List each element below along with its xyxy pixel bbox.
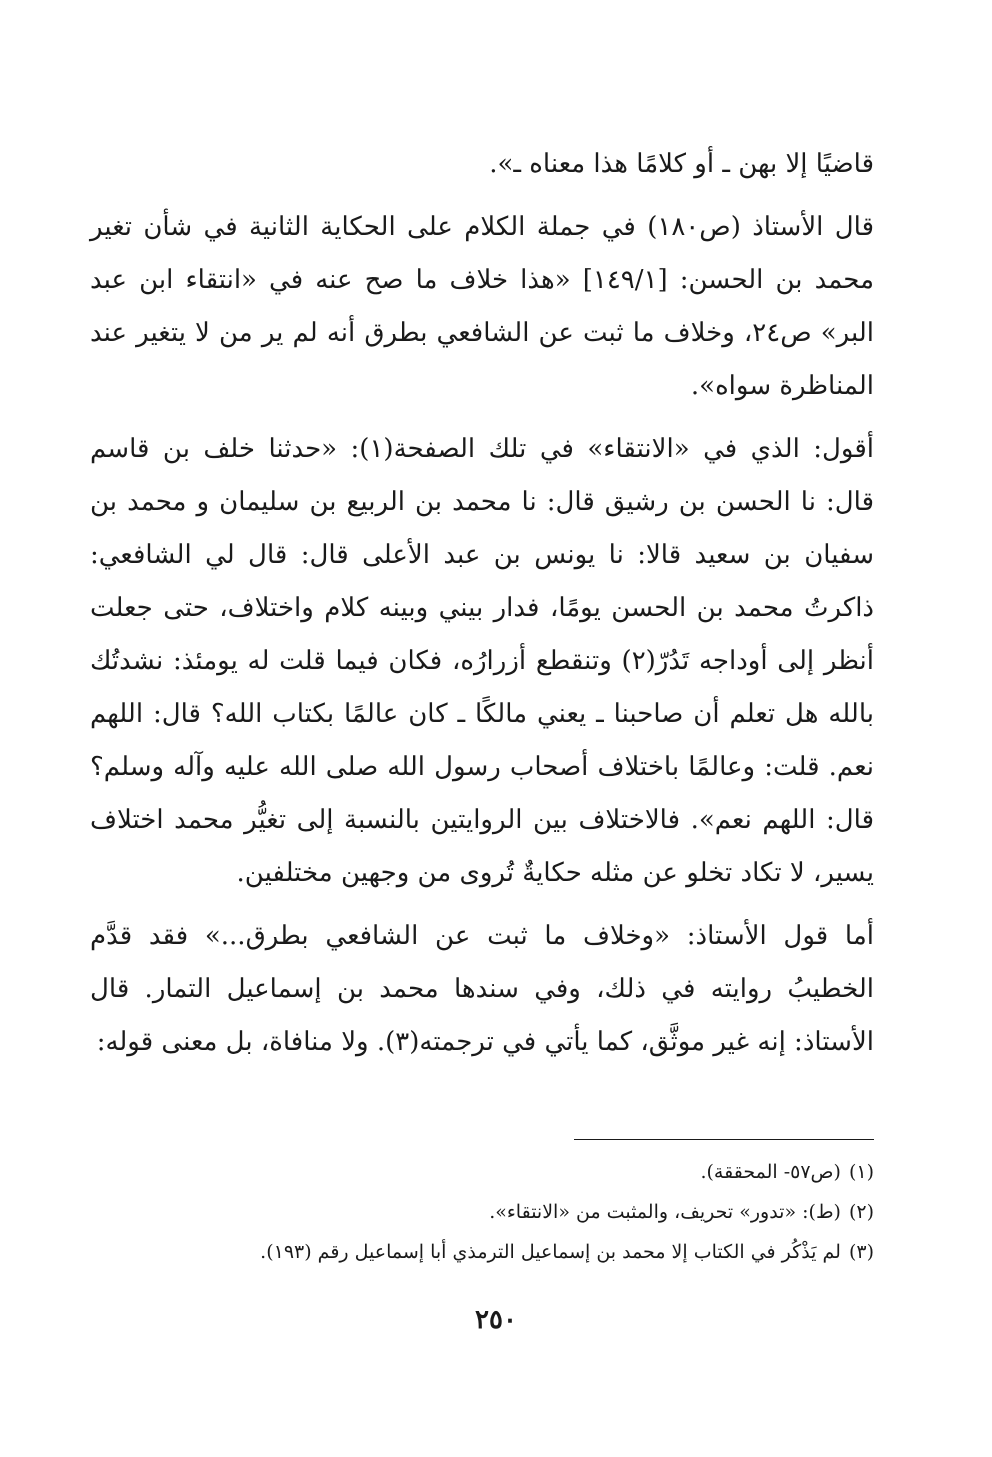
paragraph-4: أما قول الأستاذ: «وخلاف ما ثبت عن الشافعي بطرق...» فقد قدَّم الخطيبُ روايته في ذلك، وفي سندها محمد بن إسماعيل التمار. قال الأستاذ: إنه غير موثَّق، كما يأتي في ترجمته(٣). ولا منافاة، بل معنى قوله: xyxy=(90,921,874,1057)
footnote-number: (١) xyxy=(848,1161,874,1183)
footnote-number: (٢) xyxy=(848,1201,874,1223)
paragraph-2: قال الأستاذ (ص١٨٠) في جملة الكلام على الحكاية الثانية في شأن تغير محمد بن الحسن: [١٤٩/١] «هذا خلاف ما صح عنه في «انتقاء ابن عبد البر» ص٢٤، وخلاف ما ثبت عن الشافعي بطرق أنه لم ير من لا يتغير عند المناظرة سواه». xyxy=(90,212,875,401)
footnote-number: (٣) xyxy=(848,1241,874,1263)
footnote-3 xyxy=(90,1232,874,1272)
paragraph-3: أقول: الذي في «الانتقاء» في تلك الصفحة(١): «حدثنا خلف بن قاسم قال: نا الحسن بن رشيق قال: نا محمد بن الربيع بن سليمان و محمد بن سفيان بن سعيد قالا: نا يونس بن عبد الأعلى قال: قال لي الشافعي: ذاكرتُ محمد بن الحسن يومًا، فدار بيني وبينه كلام واختلاف، حتى جعلت أنظر إلى أوداجه تَدُرّ(٢) وتنقطع أزرارُه، فكان فيما قلت له يومئذ: نشدتُك بالله هل تعلم أن صاحبنا ـ يعني مالكًا ـ كان عالمًا بكتاب الله؟ قال: اللهم نعم. قلت: وعالمًا باختلاف أصحاب رسول الله صلى الله عليه وآله وسلم؟ قال: اللهم نعم». فالاختلاف بين الروايتين بالنسبة إلى تغيُّر محمد اختلاف يسير، لا تكاد تخلو عن مثله حكايةٌ تُروى من وجهين مختلفين. xyxy=(90,434,874,888)
footnote-2 xyxy=(90,1192,874,1232)
footnote-text: لم يَذْكُر في الكتاب إلا محمد بن إسماعيل الترمذي أبا إسماعيل رقم (١٩٣). xyxy=(260,1241,841,1263)
footnote-divider xyxy=(574,1139,874,1140)
footnote-text: (ص٥٧- المحققة). xyxy=(700,1161,841,1183)
footnotes xyxy=(90,1152,874,1272)
paragraph-1: قاضيًا إلا بهن ـ أو كلامًا هذا معناه ـ». xyxy=(489,149,874,179)
footnote-1 xyxy=(90,1152,874,1192)
page-number: ٢٥٠ xyxy=(475,1305,517,1335)
main-text xyxy=(90,138,874,1069)
footnote-text: (ط): «تدور» تحريف، والمثبت من «الانتقاء». xyxy=(489,1201,841,1223)
